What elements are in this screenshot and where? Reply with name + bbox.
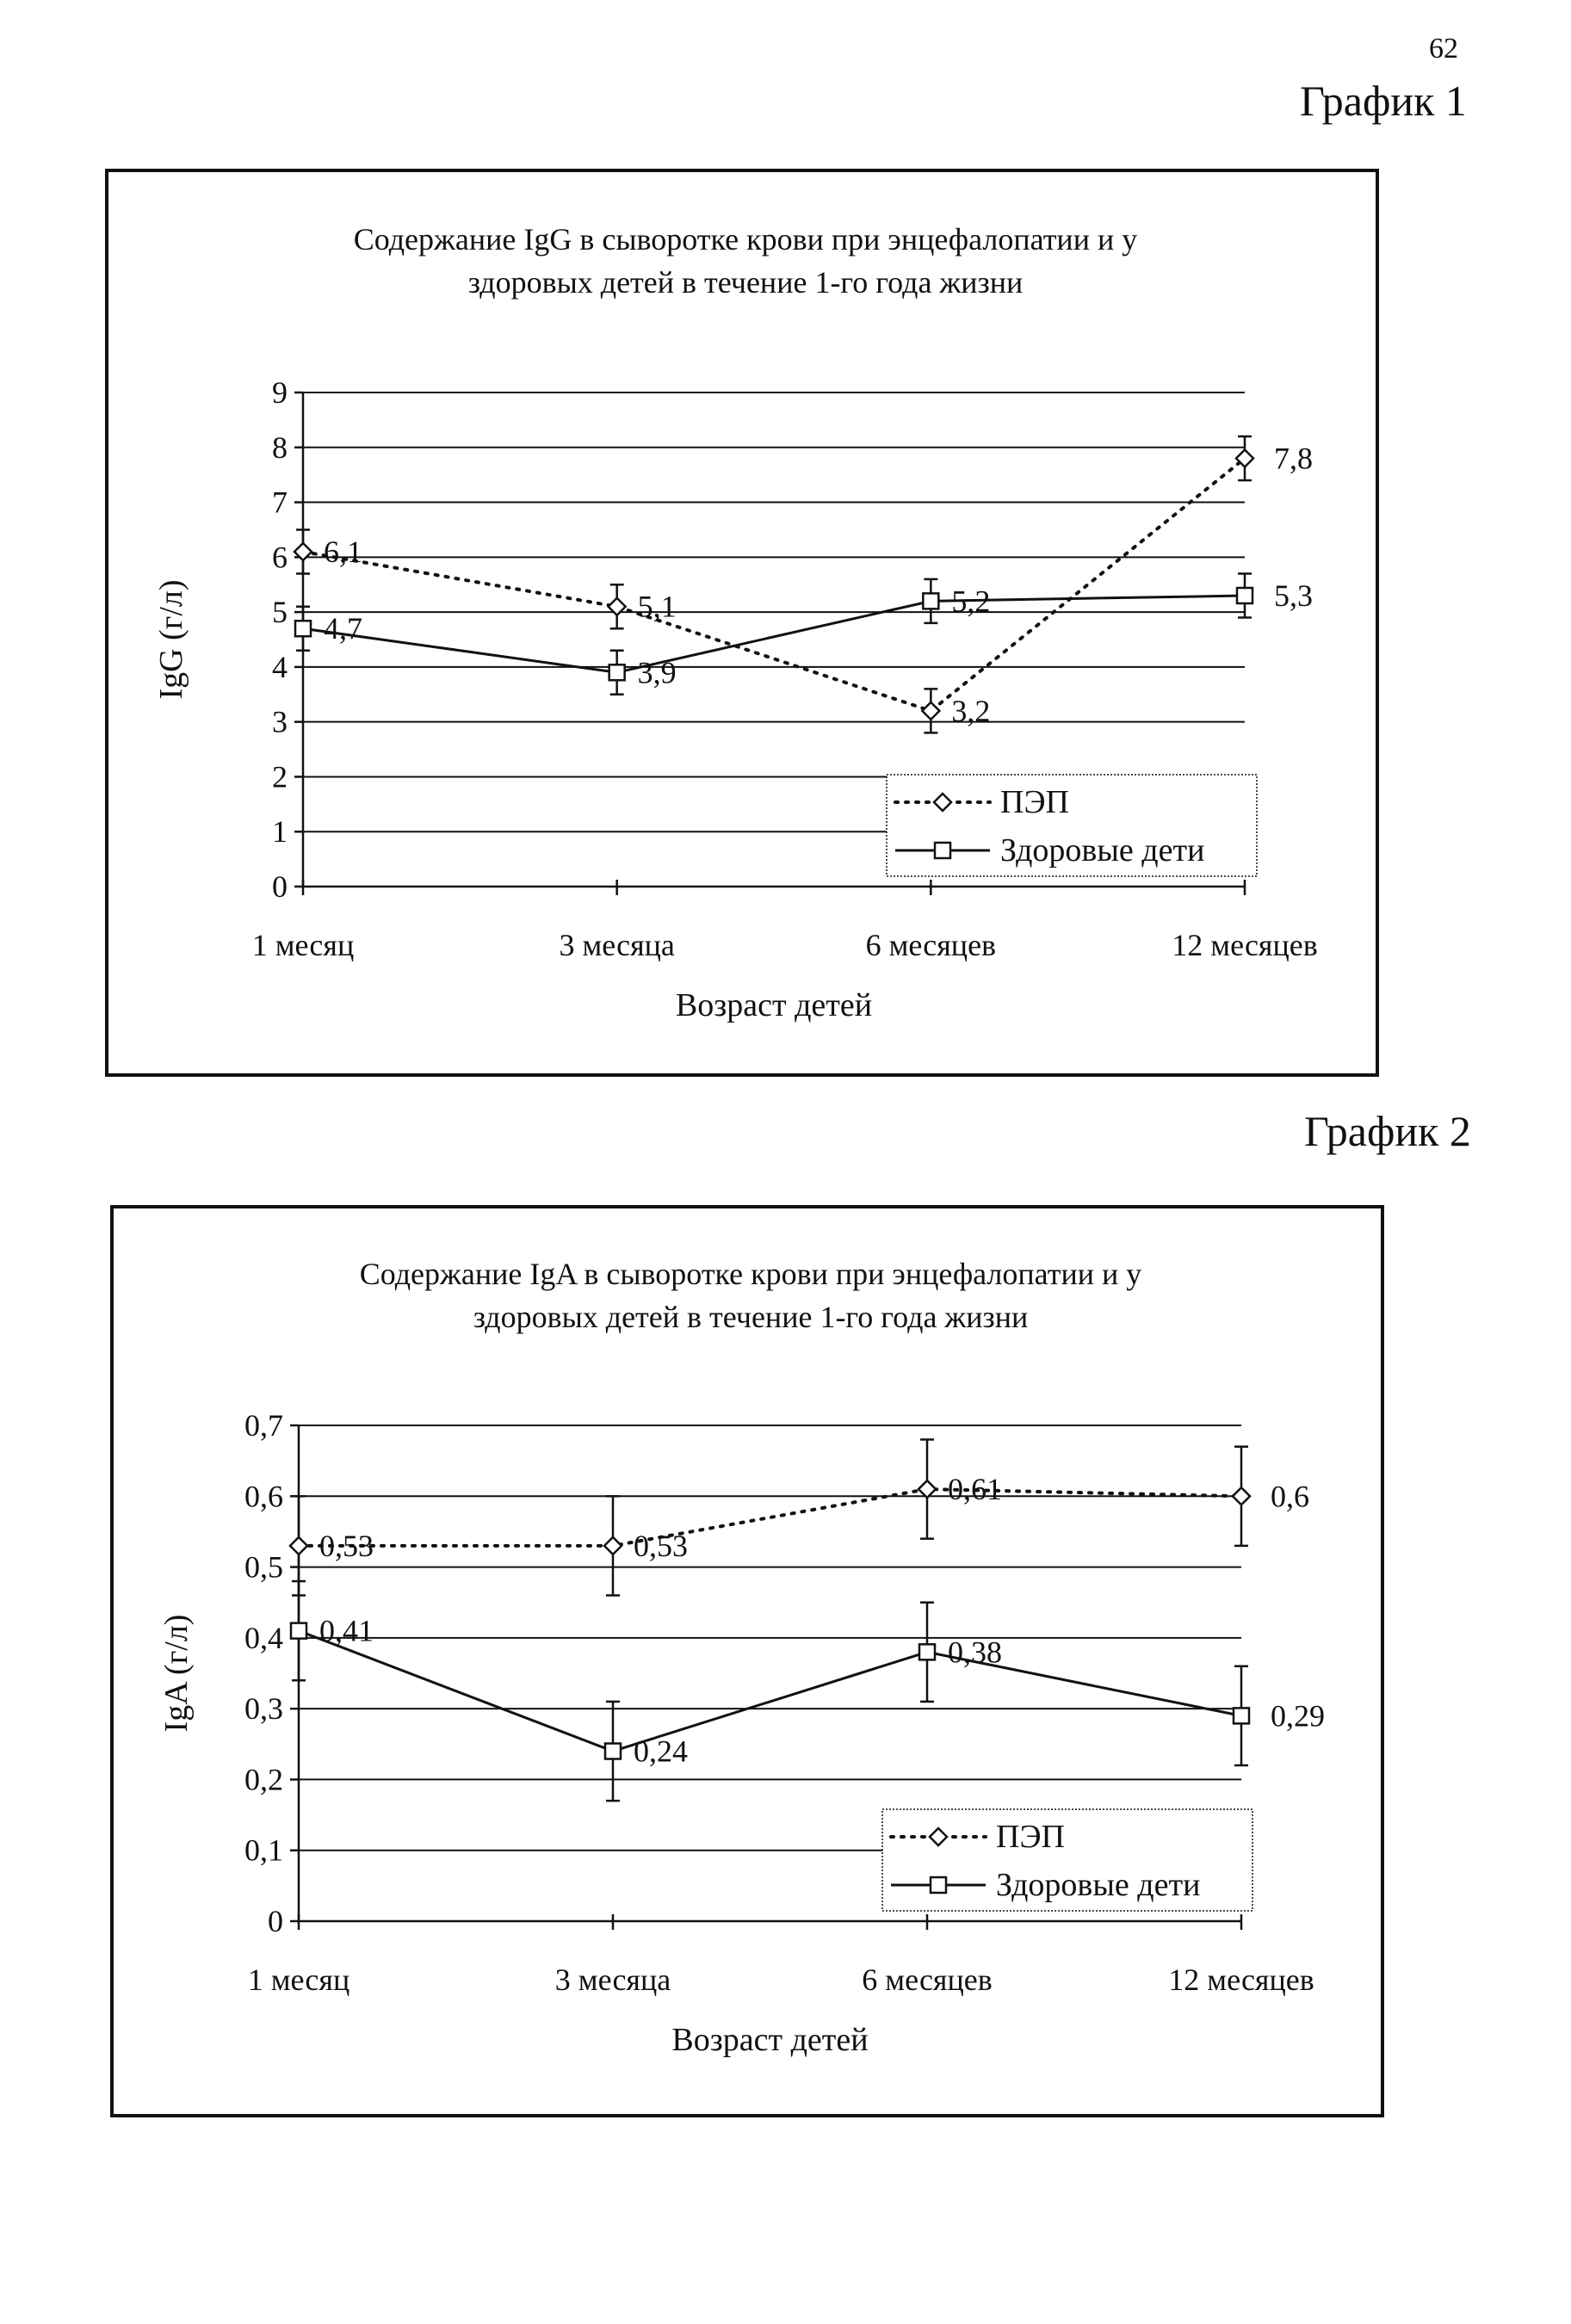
data-point-diamond xyxy=(604,1537,622,1554)
data-label: 5,1 xyxy=(637,589,677,624)
data-label: 0,53 xyxy=(319,1528,374,1563)
data-label: 6,1 xyxy=(324,534,362,569)
data-label: 5,3 xyxy=(1274,578,1313,613)
figure-label-2: График 2 xyxy=(1304,1107,1471,1155)
chart-igg xyxy=(105,169,1379,1077)
y-tick-label: 0,3 xyxy=(244,1691,283,1727)
data-label: 0,41 xyxy=(319,1613,374,1648)
page-number: 62 xyxy=(1429,33,1458,65)
data-point-square xyxy=(919,1644,935,1660)
y-tick-label: 5 xyxy=(272,595,288,630)
chart-title-line-2: здоровых детей в течение 1-го года жизни xyxy=(473,1300,1029,1334)
y-tick-label: 0,4 xyxy=(244,1620,283,1655)
chart-title-line-2: здоровых детей в течение 1-го года жизни xyxy=(467,265,1024,300)
data-point-square xyxy=(923,593,938,609)
y-tick-label: 3 xyxy=(272,704,288,739)
data-point-square xyxy=(291,1623,306,1639)
y-tick-label: 0,5 xyxy=(244,1549,283,1585)
series-line-pep xyxy=(303,459,1245,711)
series-line-healthy xyxy=(303,596,1245,672)
data-point-diamond xyxy=(1233,1487,1250,1505)
legend-entry: Здоровые дети xyxy=(996,1867,1201,1903)
figure-label-1: График 1 xyxy=(1300,77,1467,125)
data-label: 0,53 xyxy=(634,1528,688,1563)
y-axis-label: IgA (г/л) xyxy=(158,1614,195,1733)
data-label: 3,2 xyxy=(951,693,991,728)
y-tick-label: 2 xyxy=(272,759,288,794)
data-label: 0,29 xyxy=(1271,1698,1325,1734)
x-tick-label: 1 месяц xyxy=(247,1962,350,1997)
legend-marker-square xyxy=(931,1877,946,1893)
y-tick-label: 7 xyxy=(272,485,288,520)
data-point-diamond xyxy=(922,702,939,720)
legend-entry: Здоровые дети xyxy=(1000,832,1205,868)
chart-iga xyxy=(110,1205,1384,2117)
x-tick-label: 6 месяцев xyxy=(865,928,997,962)
y-tick-label: 4 xyxy=(272,649,288,684)
data-label: 3,9 xyxy=(637,655,677,690)
legend-marker-square xyxy=(935,843,950,858)
y-tick-label: 0,2 xyxy=(244,1762,283,1797)
data-label: 7,8 xyxy=(1274,441,1313,476)
x-axis-label: Возраст детей xyxy=(675,987,873,1023)
x-tick-label: 3 месяца xyxy=(559,928,675,962)
data-point-square xyxy=(1234,1708,1249,1723)
y-tick-label: 1 xyxy=(272,814,288,850)
y-tick-label: 0 xyxy=(272,869,288,904)
series-line-pep xyxy=(299,1489,1241,1546)
x-tick-label: 1 месяц xyxy=(251,928,355,962)
data-point-square xyxy=(609,664,625,680)
legend-entry: ПЭП xyxy=(1000,784,1069,820)
chart-igg-svg xyxy=(108,172,1376,1073)
data-label: 5,2 xyxy=(951,584,991,619)
y-tick-label: 0 xyxy=(268,1904,283,1938)
data-label: 0,38 xyxy=(948,1635,1002,1670)
chart-title-line-1: Содержание IgG в сыворотке крови при энцефалопатии и у xyxy=(353,222,1138,257)
data-point-diamond xyxy=(290,1537,307,1554)
series-line-healthy xyxy=(299,1631,1241,1752)
data-point-square xyxy=(295,621,311,636)
legend-entry: ПЭП xyxy=(996,1819,1065,1855)
data-point-diamond xyxy=(918,1480,936,1498)
data-label: 0,24 xyxy=(634,1734,688,1769)
data-label: 0,6 xyxy=(1271,1479,1309,1514)
x-tick-label: 12 месяцев xyxy=(1172,928,1318,962)
data-point-square xyxy=(605,1744,621,1759)
y-tick-label: 9 xyxy=(272,375,288,410)
x-tick-label: 3 месяца xyxy=(554,1962,671,1997)
chart-title-line-1: Содержание IgA в сыворотке крови при энцефалопатии и у xyxy=(359,1257,1142,1291)
data-point-square xyxy=(1237,588,1252,603)
y-tick-label: 0,6 xyxy=(244,1479,283,1514)
data-label: 4,7 xyxy=(324,611,362,646)
y-tick-label: 6 xyxy=(272,540,288,575)
x-tick-label: 12 месяцев xyxy=(1168,1962,1314,1997)
chart-iga-svg xyxy=(114,1208,1381,2114)
y-axis-label: IgG (г/л) xyxy=(153,579,189,700)
x-axis-label: Возраст детей xyxy=(671,2022,869,2058)
data-label: 0,61 xyxy=(948,1472,1002,1507)
y-tick-label: 0,7 xyxy=(244,1408,283,1443)
y-tick-label: 8 xyxy=(272,430,288,465)
y-tick-label: 0,1 xyxy=(244,1833,283,1868)
x-tick-label: 6 месяцев xyxy=(862,1962,993,1997)
